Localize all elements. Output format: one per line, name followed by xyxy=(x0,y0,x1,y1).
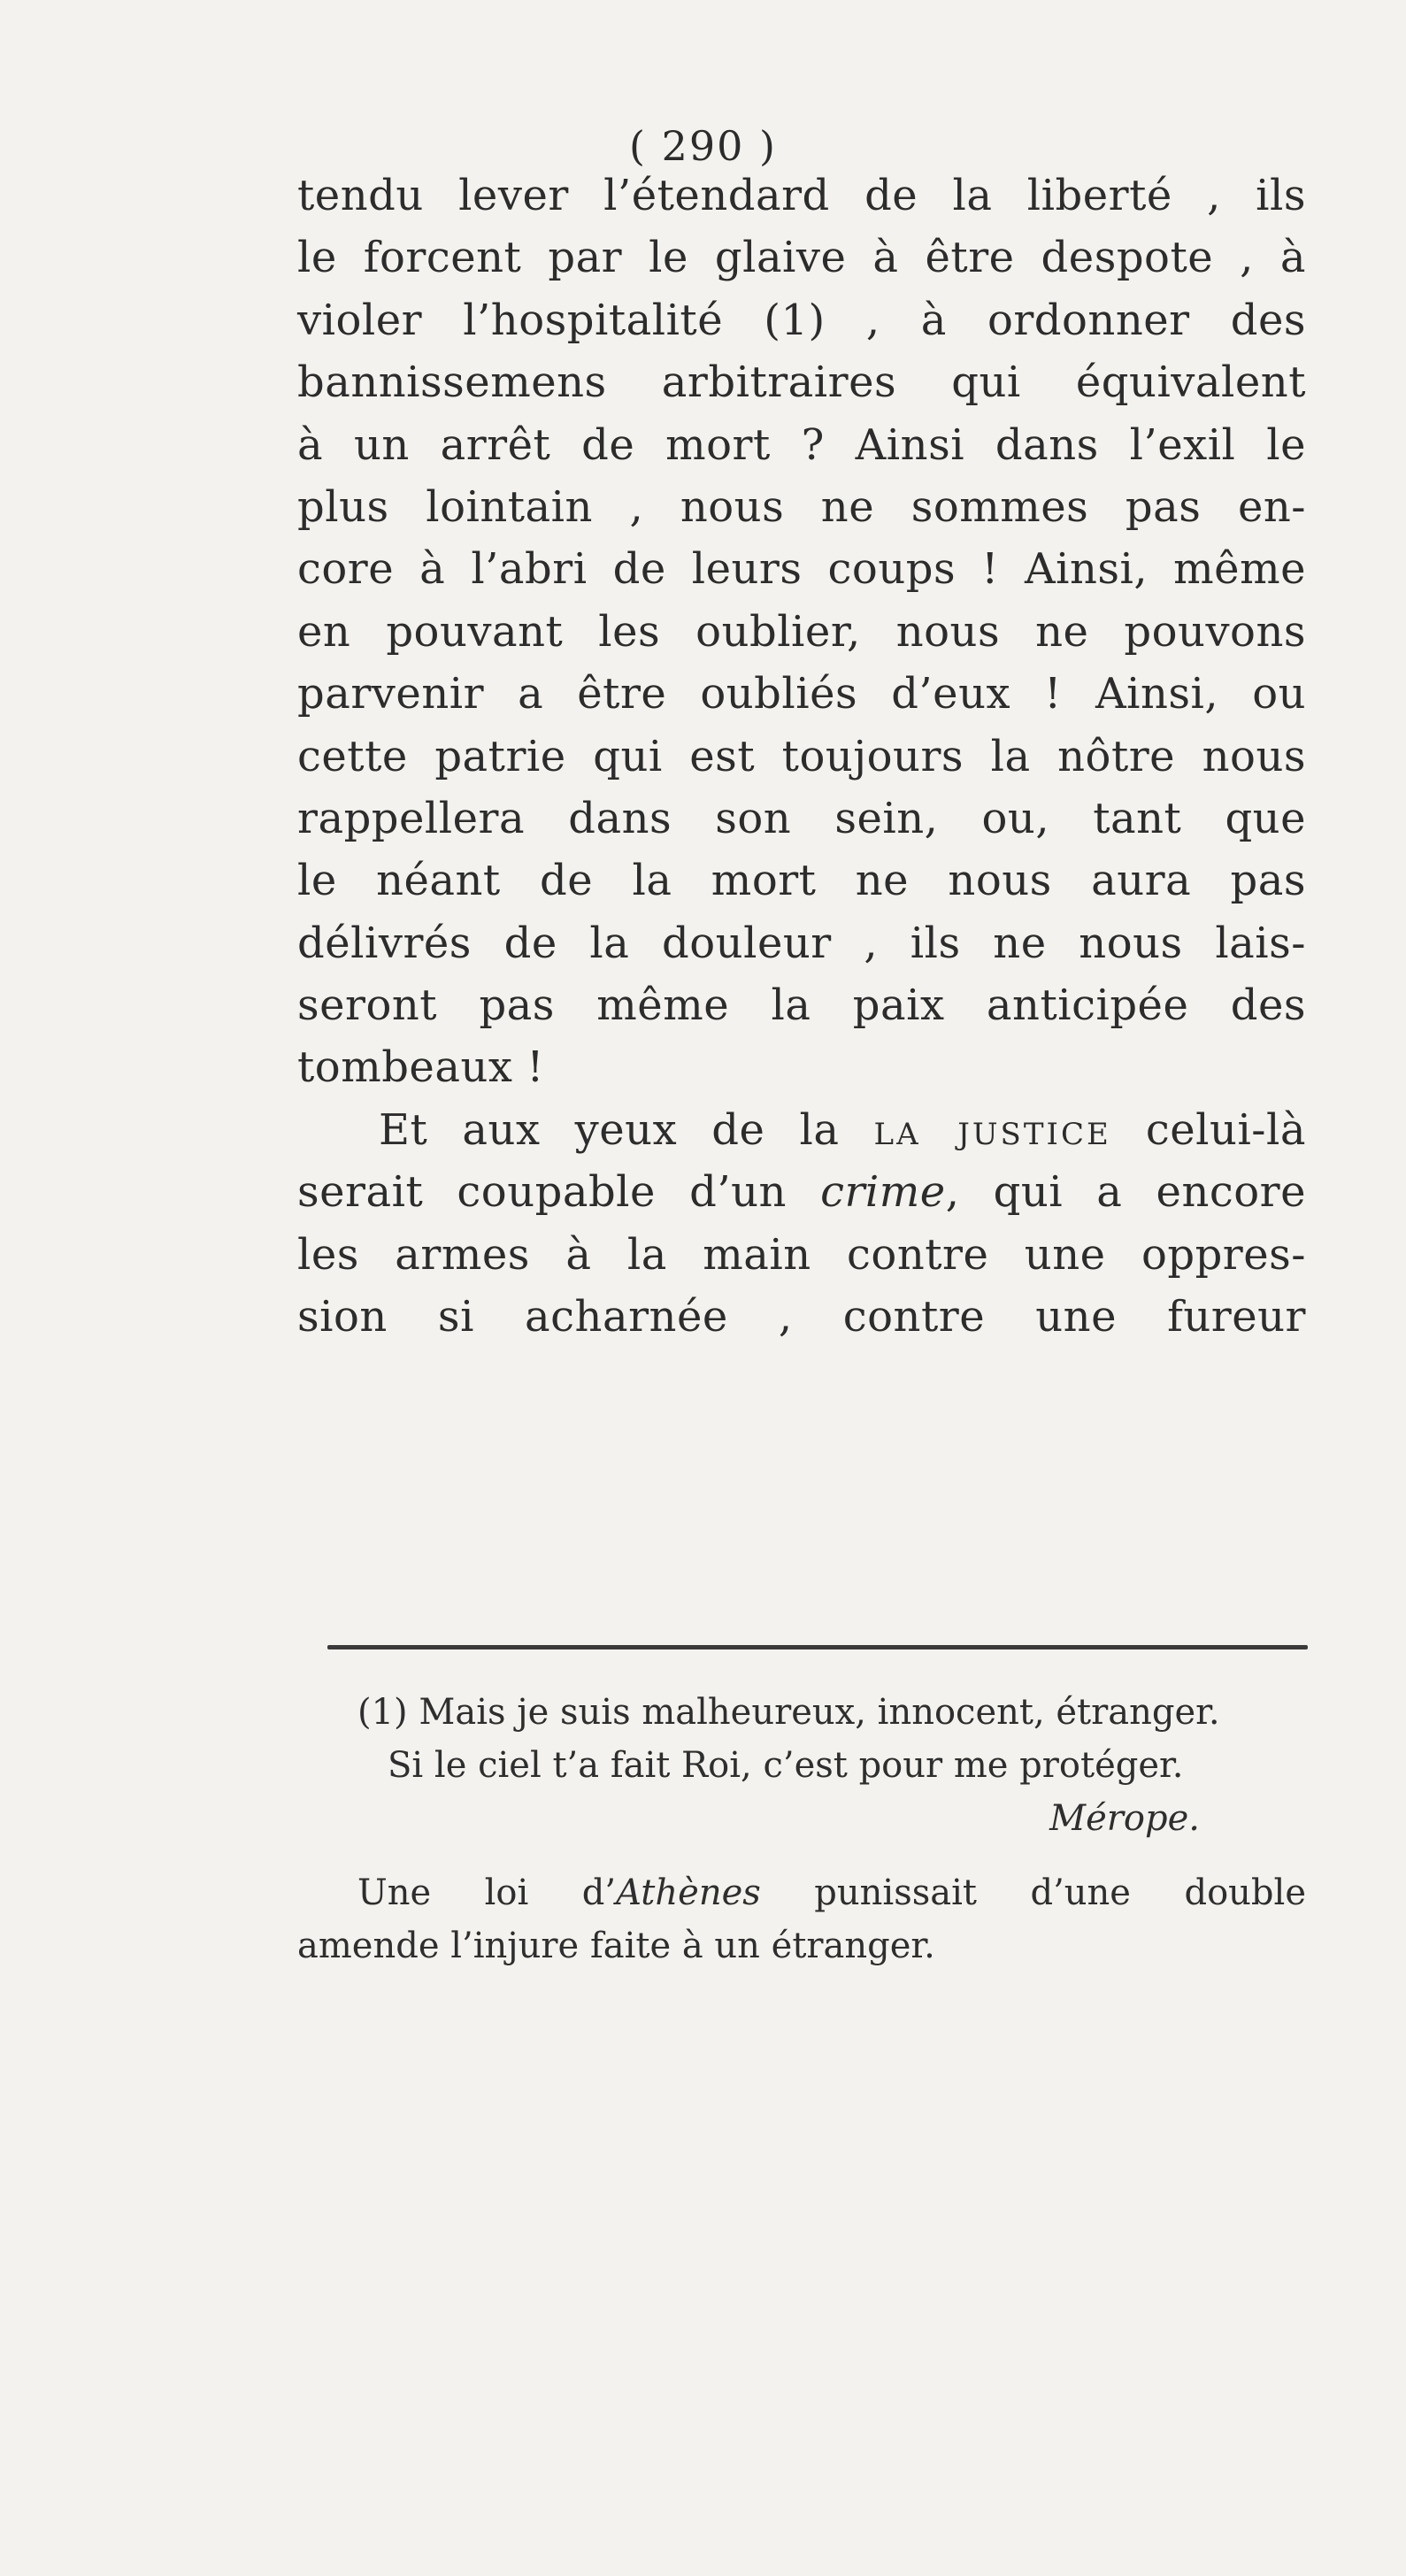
crime-italic: crime xyxy=(820,1167,946,1218)
text-line-17-a: serait coupable d’un xyxy=(297,1167,821,1218)
footnote-note-a: Une loi d’ xyxy=(357,1872,617,1913)
text-line-5: à un arrêt de mort ? Ainsi dans l’exil le xyxy=(297,419,1306,470)
text-line-19: sion si acharnée , contre une fureur xyxy=(297,1292,1306,1342)
footnote-verse-1-text: Mais je suis malheureux, innocent, étranger. xyxy=(407,1692,1220,1733)
justice-smallcaps: la justice xyxy=(873,1104,1111,1155)
text-line-14: seront pas même la paix anticipée des xyxy=(297,980,1306,1031)
text-line-6: plus lointain , nous ne sommes pas en- xyxy=(297,481,1306,532)
text-line-17 xyxy=(297,1161,1306,1223)
text-line-18: les armes à la main contre une oppres- xyxy=(297,1229,1306,1280)
footnote-verse-1 xyxy=(297,1686,1306,1739)
text-line-16 xyxy=(297,1099,1306,1161)
athenes-italic: Athènes xyxy=(616,1872,761,1913)
text-line-11: rappellera dans son sein, ou, tant que xyxy=(297,793,1306,843)
text-line-16-a: Et aux yeux de la xyxy=(379,1104,874,1155)
text-line-10: cette patrie qui est toujours la nôtre nous xyxy=(297,731,1306,781)
text-line-16-b: celui-là xyxy=(1110,1104,1306,1155)
text-line-4: bannissemens arbitraires qui équivalent xyxy=(297,358,1306,408)
text-line-3: violer l’hospitalité (1) , à ordonner des xyxy=(297,295,1306,345)
footnote-note-b: punissait d’une double xyxy=(760,1872,1306,1913)
footnote-marker: (1) xyxy=(357,1692,408,1733)
footnote-note-line-2: amende l’injure faite à un étranger. xyxy=(297,1926,935,1966)
text-line-1: tendu lever l’étendard de la liberté , ils xyxy=(297,171,1306,220)
text-line-15: tombeaux ! xyxy=(297,1042,544,1093)
text-line-2: le forcent par le glaive à être despote , à xyxy=(297,233,1306,283)
footnote-verse-2: Si le ciel t’a fait Roi, c’est pour me protéger. xyxy=(388,1745,1184,1786)
footnote-divider xyxy=(327,1645,1308,1649)
page-number: ( 290 ) xyxy=(629,122,777,170)
text-line-8: en pouvant les oublier, nous ne pouvons xyxy=(297,606,1306,657)
text-line-13: délivrés de la douleur , ils ne nous lais- xyxy=(297,918,1306,968)
footnote-attribution: Mérope. xyxy=(1049,1798,1200,1839)
footnote-note-line-1 xyxy=(297,1866,1306,1919)
text-line-7: core à l’abri de leurs coups ! Ainsi, même xyxy=(297,544,1306,595)
footnote-block xyxy=(297,1686,1306,1972)
text-line-17-b: , qui a encore xyxy=(945,1167,1306,1218)
text-line-12: le néant de la mort ne nous aura pas xyxy=(297,856,1306,906)
text-line-9: parvenir a être oubliés d’eux ! Ainsi, ou xyxy=(297,669,1306,719)
main-text xyxy=(297,165,1306,1348)
